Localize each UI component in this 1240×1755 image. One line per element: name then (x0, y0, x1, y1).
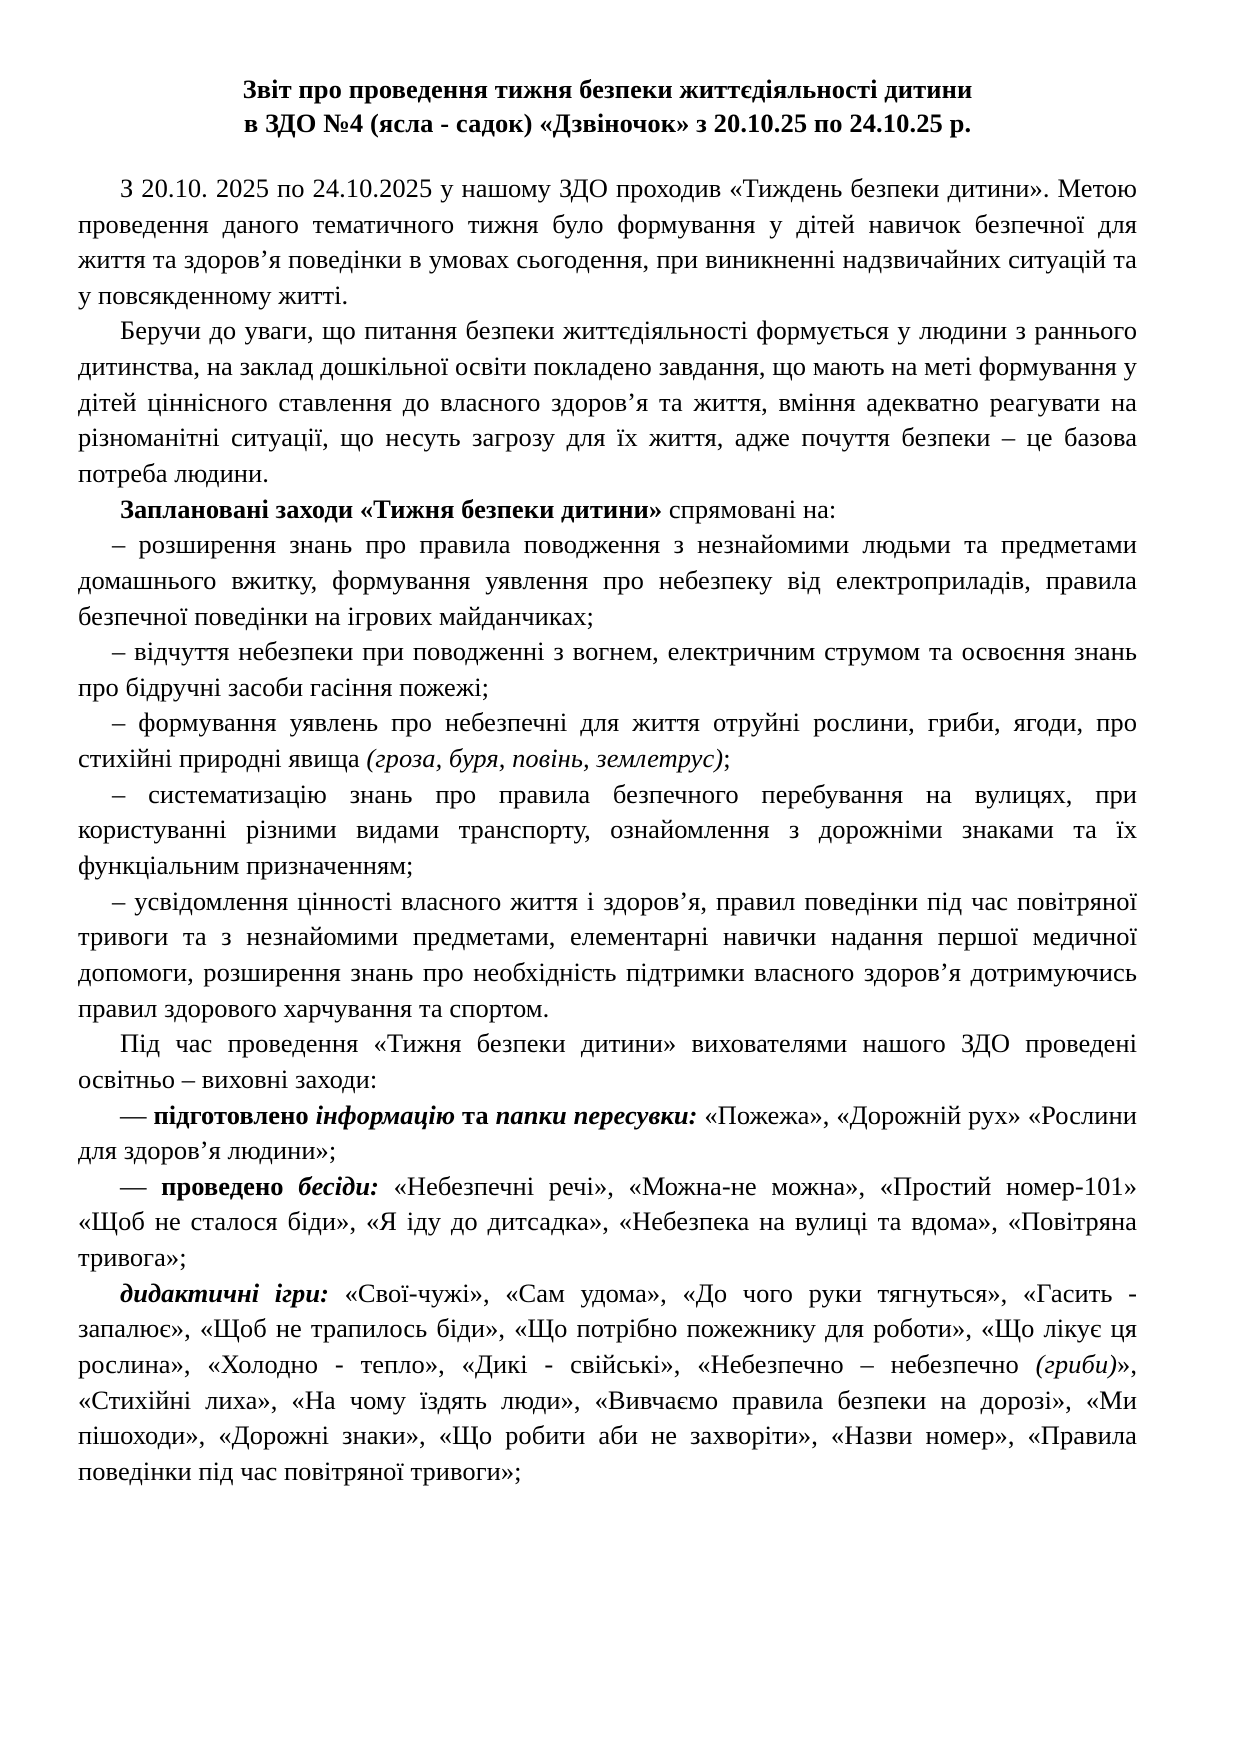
activity-information-folders (78, 1098, 1137, 1169)
aim-item-plants (78, 705, 1137, 776)
em-dash-icon: — (120, 1099, 154, 1130)
talks-rest: «Небезпечні речі», «Можна-не можна», «Простий номер-101» «Щоб не сталося біди», «Я іду до дитсадка», «Небезпека на вулиці та вдома», «Повітряна тривога»; (78, 1170, 1137, 1273)
aim-item-1: – розширення знань про правила поводження з незнайомими людьми та предметами домашнього вжитку, формування уявлення про небезпеку від електроприладів, правила безпечної поведінки на ігрових майданчиках; (78, 529, 1137, 631)
activity-didactic-games (78, 1276, 1137, 1490)
info-rest: «Пожежа», «Дорожній рух» «Рослини для здоров’я людини»; (78, 1099, 1137, 1166)
title-line-2: в ЗДО №4 (ясла - садок) «Дзвіночок» з 20.10.25 по 24.10.25 р. (243, 108, 972, 139)
aim-item-traffic: – систематизацію знань про правила безпечного перебування на вулицях, при користуванні різними видами транспорту, ознайомлення з дорожніми знаками та їх функціальним призначенням; (78, 778, 1137, 881)
games-bolditalic: дидактичні ігри: (120, 1277, 329, 1308)
info-bolditalic-2: папки пересувки: (495, 1099, 698, 1130)
aim-item-2: – відчуття небезпеки при поводженні з вогнем, електричним струмом та освоєння знань про бідручні засоби гасіння пожежі; (78, 636, 1137, 702)
paragraph-rationale: Беручи до уваги, що питання безпеки життєдіяльності формується у людини з раннього дитинства, на заклад дошкільної освіти покладено завдання, що мають на меті формування у дітей ціннісного ставлення до власного здоров’я та життя, вміння адекватно реагувати на різноманітні ситуації, що несуть загрозу для їх життя, адже почуття безпеки – це базова потреба людини. (78, 315, 1137, 488)
planned-measures-bold: Заплановані заходи «Тижня безпеки дитини» (120, 493, 663, 524)
info-bold-2: та (455, 1099, 496, 1130)
info-bolditalic-1: інформацію (315, 1099, 456, 1130)
activity-talks (78, 1169, 1137, 1276)
aim-plants-part2: ; (723, 743, 731, 774)
aim-plants-part1: – формування уявлень про небезпечні для життя отруйні рослини, гриби, ягоди, про стихійні природні явища (78, 707, 1137, 774)
aim-plants-italic: (гроза, буря, повінь, землетрус) (366, 743, 724, 774)
games-italic: (гриби) (1035, 1349, 1118, 1380)
planned-measures-heading (78, 492, 1137, 528)
title-line-1: Звіт про проведення тижня безпеки життєдіяльності дитини (242, 74, 973, 104)
talks-bold: проведено (161, 1170, 299, 1201)
aim-item-3: – усвідомлення цінності власного життя і здоров’я, правил поведінки під час повітряної тривоги та з незнайомими предметами, елементарні навички надання першої медичної допомоги, розширення знань про необхідність підтримки власного здоров’я дотримуючись правил здорового харчування та спортом. (78, 885, 1137, 1023)
games-part1: «Свої-чужі», «Сам удома», «До чого руки тягнуться», «Гасить - запалює», «Щоб не трапилось біди», «Що потрібно пожежнику для роботи», «Що лікує ця рослина», «Холодно - тепло», «Дикі - свійські», «Небезпечно – небезпечно (78, 1277, 1137, 1380)
document-title (78, 72, 1137, 141)
talks-bolditalic: бесіди: (298, 1170, 380, 1201)
em-dash-icon: — (120, 1170, 162, 1201)
games-part2: », «Стихійні лиха», «На чому їздять люди», «Вивчаємо правила безпеки на дорозі», «Ми пішоходи», «Дорожні знаки», «Що робити аби не захворіти», «Назви номер», «Правила поведінки під час повітряної тривоги»; (78, 1349, 1137, 1486)
paragraph-intro: З 20.10. 2025 по 24.10.2025 у нашому ЗДО проходив «Тиждень безпеки дитини». Метою проведення даного тематичного тижня було формування у дітей навичок безпечної для життя та здоров’я поведінки в умовах сьогодення, при виникненні надзвичайних ситуацій та у повсякденному житті. (78, 172, 1137, 310)
planned-measures-rest: спрямовані на: (662, 493, 837, 524)
info-bold-1: підготовлено (153, 1099, 316, 1130)
paragraph-conducted-intro: Під час проведення «Тижня безпеки дитини» вихователями нашого ЗДО проведені освітньо – виховні заходи: (78, 1028, 1137, 1094)
